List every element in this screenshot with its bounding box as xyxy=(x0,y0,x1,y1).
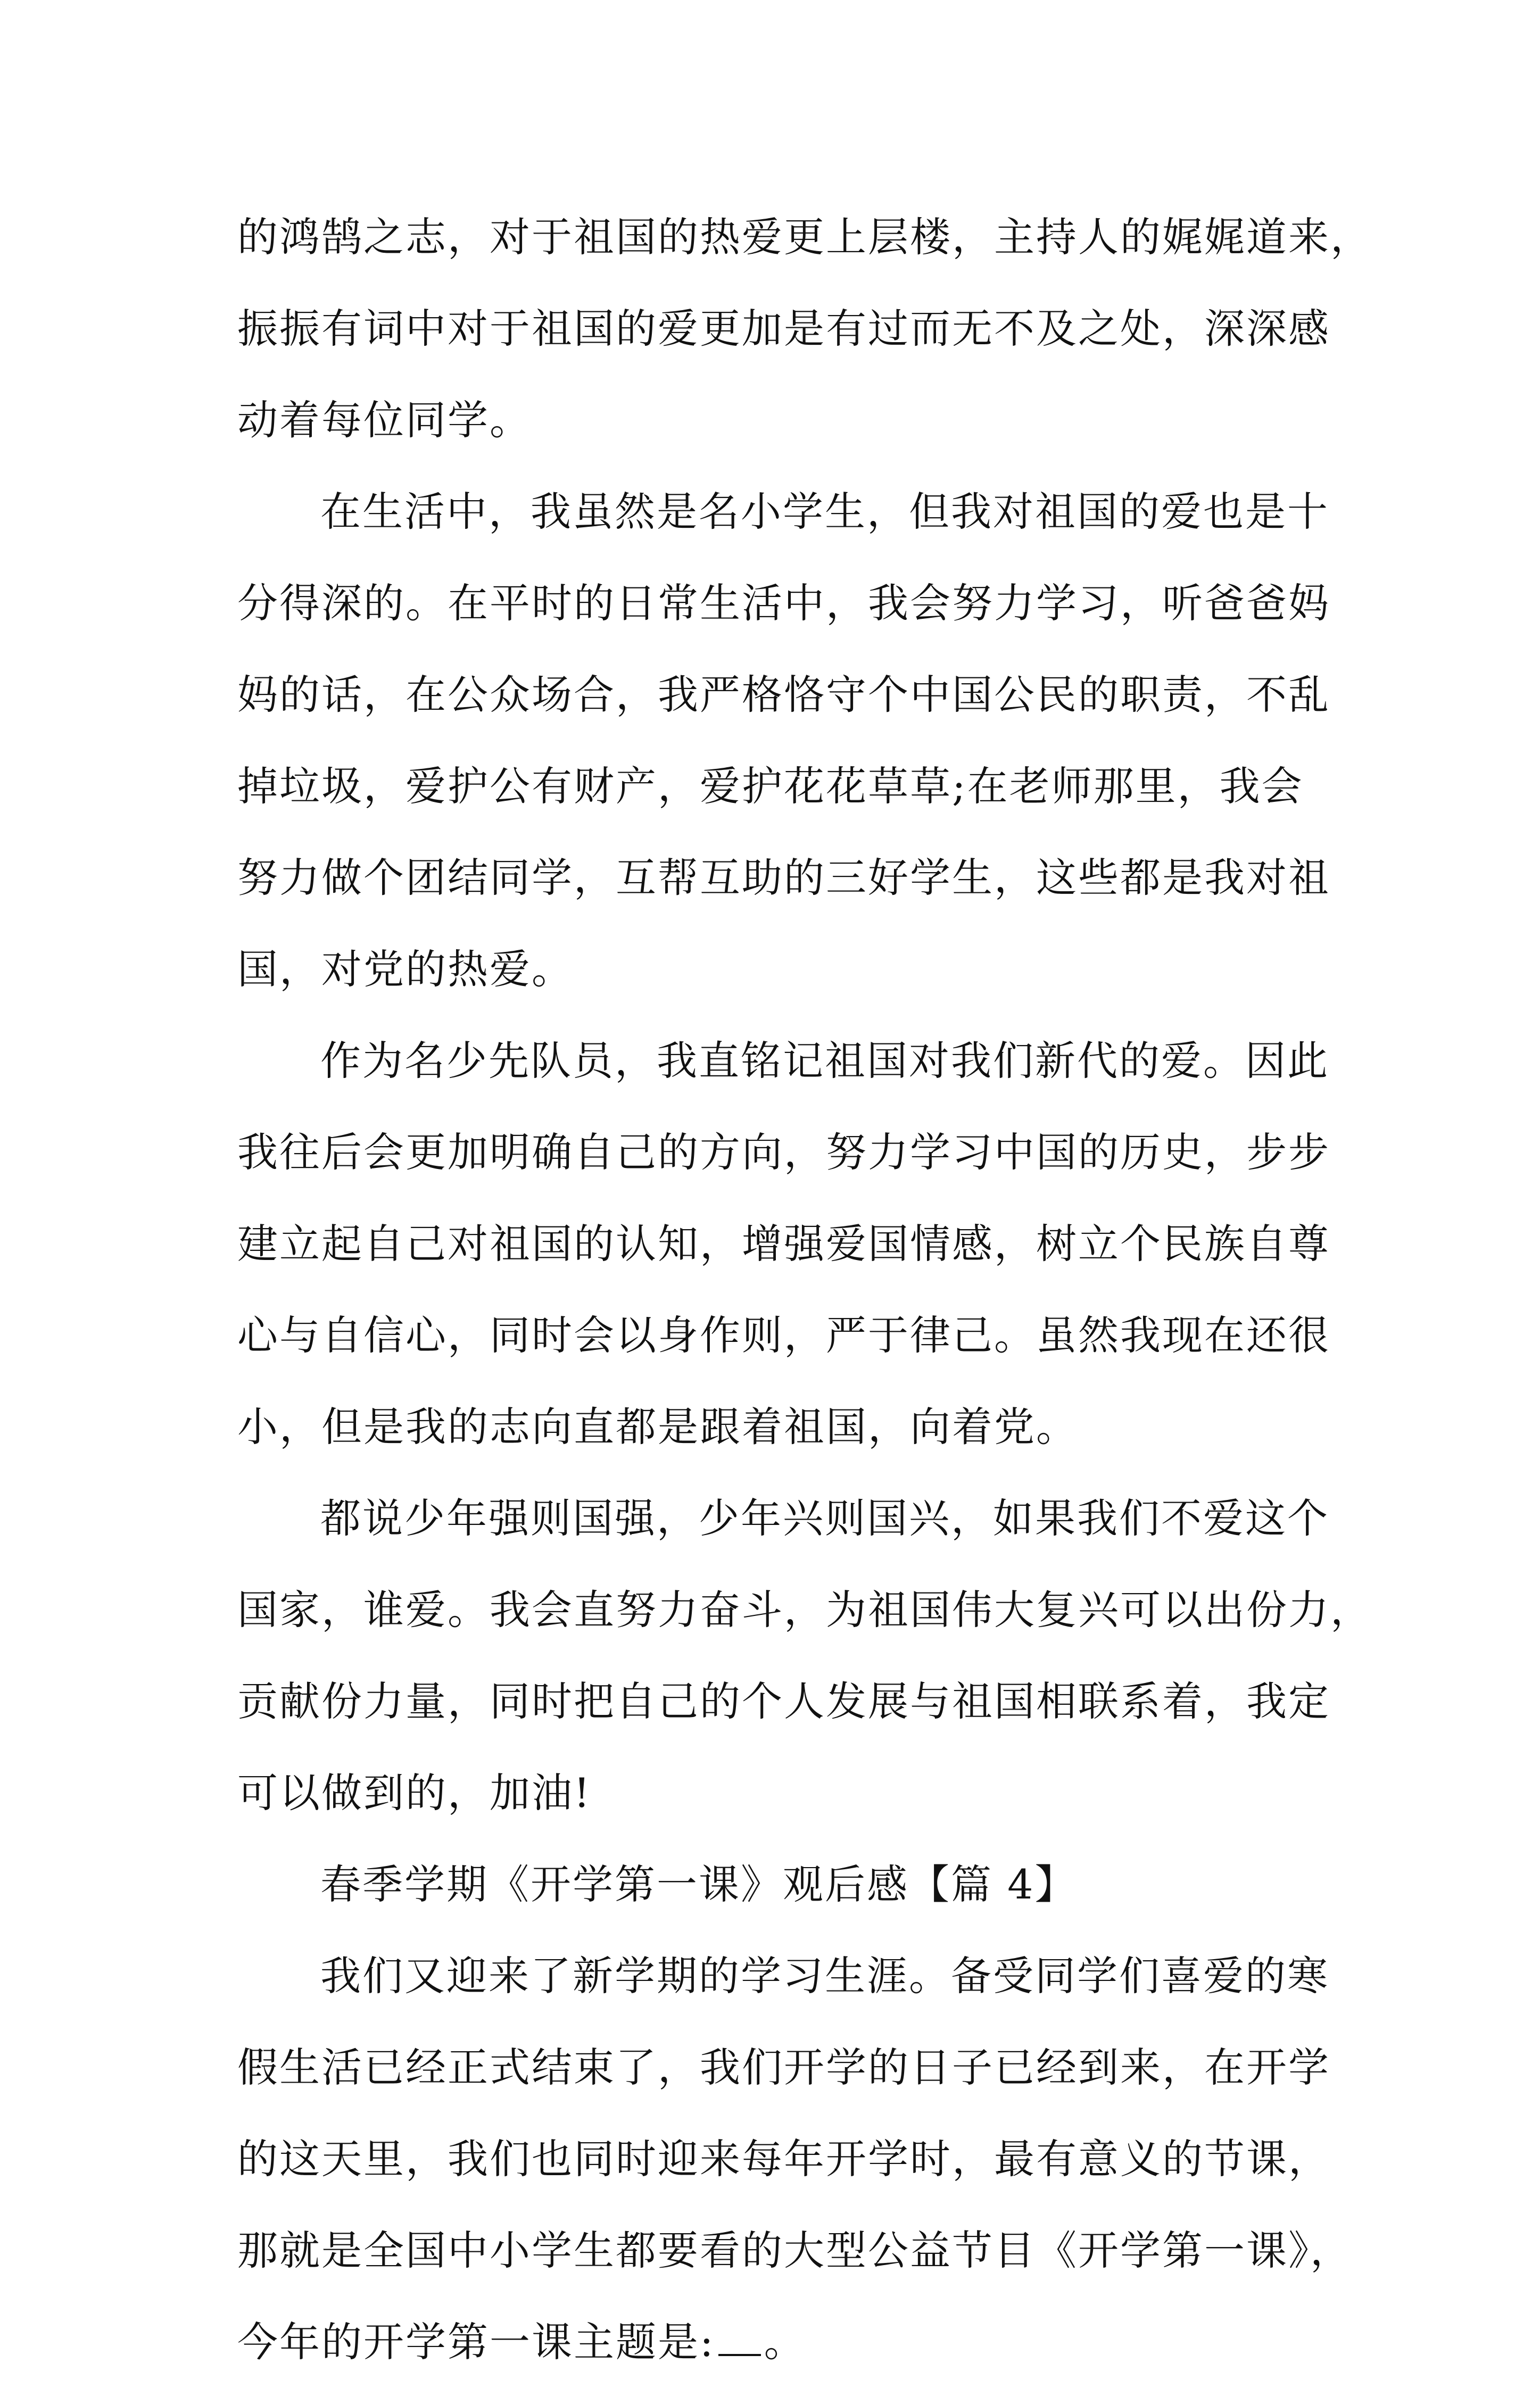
text-line: 那就是全国中小学生都要看的大型公益节目《开学第一课》， xyxy=(237,2227,1352,2274)
paragraph xyxy=(237,1930,1352,2388)
text-line: 在生活中，我虽然是名小学生，但我对祖国的爱也是十 xyxy=(320,488,1329,535)
text-line: 建立起自己对祖国的认知，增强爱国情感，树立个民族自尊 xyxy=(237,1220,1330,1267)
text-line: 假生活已经正式结束了，我们开学的日子已经到来，在开学 xyxy=(237,2044,1330,2091)
paragraph xyxy=(237,1473,1372,1839)
heading-line: 春季学期《开学第一课》观后感【篇 4】 xyxy=(320,1861,1077,1908)
text-line: 小，但是我的志向直都是跟着祖国，向着党。 xyxy=(237,1403,1078,1450)
text-line: 作为名少先队员，我直铭记祖国对我们新代的爱。因此 xyxy=(320,1037,1329,1084)
text-line: 振振有词中对于祖国的爱更加是有过而无不及之处，深深感 xyxy=(237,305,1330,352)
fill-in-blank xyxy=(718,2317,761,2356)
text-fragment: 今年的开学第一课主题是: xyxy=(237,2318,715,2366)
text-line: 都说少年强则国强，少年兴则国兴，如果我们不爱这个 xyxy=(320,1495,1329,1542)
text-line: 国家，谁爱。我会直努力奋斗，为祖国伟大复兴可以出份力， xyxy=(237,1586,1372,1634)
paragraph xyxy=(237,192,1372,466)
text-line: 贡献份力量，同时把自己的个人发展与祖国相联系着，我定 xyxy=(237,1678,1330,1725)
text-line: 妈的话，在公众场合，我严格恪守个中国公民的职责，不乱 xyxy=(237,671,1330,718)
text-line: 可以做到的，加油! xyxy=(237,1769,592,1817)
text-line: 努力做个团结同学，互帮互助的三好学生，这些都是我对祖 xyxy=(237,854,1330,901)
text-line: 掉垃圾，爱护公有财产，爱护花花草草;在老师那里，我会 xyxy=(237,762,1304,810)
text-line-with-blank xyxy=(237,2296,1302,2388)
text-line: 我们又迎来了新学期的学习生涯。备受同学们喜爱的寒 xyxy=(320,1952,1329,2000)
document-body xyxy=(237,192,1372,2388)
paragraph xyxy=(237,466,1330,1015)
text-line: 我往后会更加明确自己的方向，努力学习中国的历史，步步 xyxy=(237,1129,1330,1176)
text-line: 的鸿鹄之志，对于祖国的热爱更上层楼，主持人的娓娓道来， xyxy=(237,213,1372,261)
text-line: 心与自信心，同时会以身作则，严于律己。虽然我现在还很 xyxy=(237,1312,1330,1359)
text-line: 分得深的。在平时的日常生活中，我会努力学习，听爸爸妈 xyxy=(237,579,1330,627)
text-line: 的这天里，我们也同时迎来每年开学时，最有意义的节课， xyxy=(237,2135,1330,2183)
paragraph xyxy=(237,1015,1330,1473)
text-line: 国，对党的热爱。 xyxy=(237,946,574,993)
text-fragment: 。 xyxy=(764,2318,806,2366)
text-line: 动着每位同学。 xyxy=(237,396,532,444)
section-heading xyxy=(237,1839,1302,1930)
